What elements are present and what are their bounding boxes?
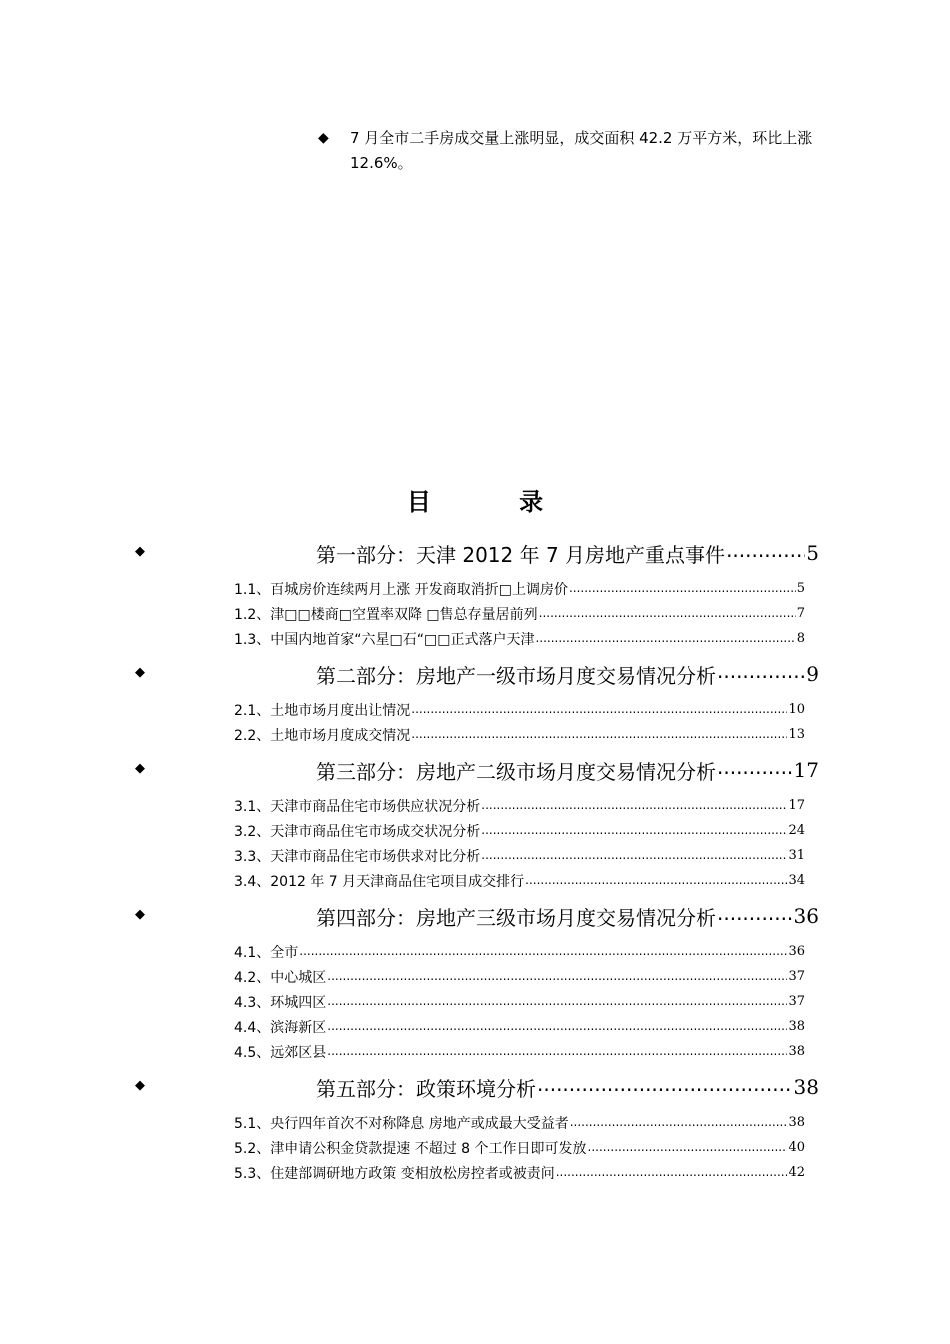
intro-bullet-text: 7 月全市二手房成交量上涨明显，成交面积 42.2 万平方米，环比上涨 12.6%。 [350, 129, 813, 172]
toc-leader-dots [726, 543, 805, 563]
toc-item-page: 13 [788, 727, 805, 742]
toc-item[interactable] [234, 1014, 805, 1039]
toc-part-page: 5 [806, 541, 819, 565]
toc-part-items [0, 576, 950, 651]
toc-item-label: 3.3、天津市商品住宅市场供求对比分析 [234, 848, 481, 865]
toc-item-page: 37 [788, 994, 805, 1009]
toc-item-label: 5.3、住建部调研地方政策 变相放松房控者或被责问 [234, 1165, 555, 1182]
toc-item[interactable] [234, 1160, 805, 1185]
toc-item-page: 7 [796, 606, 805, 621]
intro-bullet [318, 126, 818, 176]
toc-item-page: 37 [788, 969, 805, 984]
toc-leader-dots [588, 1141, 788, 1155]
toc-item-label: 4.1、全市 [234, 944, 299, 961]
toc-part-line[interactable] [316, 538, 819, 568]
toc-item[interactable] [234, 843, 805, 868]
toc-item[interactable] [234, 868, 805, 893]
toc-item-label: 5.2、津申请公积金贷款提速 不超过 8 个工作日即可发放 [234, 1140, 587, 1157]
toc-item[interactable] [234, 601, 805, 626]
toc-item-label: 3.2、天津市商品住宅市场成交状况分析 [234, 823, 481, 840]
toc-item-label: 4.5、远郊区县 [234, 1044, 327, 1061]
toc-item-page: 40 [788, 1140, 805, 1155]
toc-title: 目 录 [406, 488, 584, 516]
toc-leader-dots [411, 728, 787, 742]
toc-part-3[interactable] [0, 755, 950, 785]
toc-item-label: 4.2、中心城区 [234, 969, 327, 986]
table-of-contents [0, 534, 950, 1193]
toc-item[interactable] [234, 818, 805, 843]
toc-item[interactable] [234, 989, 805, 1014]
toc-item-label: 1.1、百城房价连续两月上涨 开发商取消折□上调房价 [234, 581, 568, 598]
toc-leader-dots [327, 1020, 787, 1034]
toc-leader-dots [481, 799, 787, 813]
toc-part-line[interactable] [316, 659, 819, 689]
toc-item-label: 1.3、中国内地首家“六星□石“□□正式落户天津 [234, 631, 535, 648]
toc-item-label: 4.4、滨海新区 [234, 1019, 327, 1036]
toc-part-title: 第二部分：房地产一级市场月度交易情况分析 [316, 663, 716, 688]
toc-leader-dots [481, 849, 787, 863]
toc-item[interactable] [234, 626, 805, 651]
toc-part-items [0, 697, 950, 747]
toc-item-label: 2.1、土地市场月度出让情况 [234, 702, 411, 719]
toc-leader-dots [717, 664, 805, 684]
diamond-bullet-icon: ◆ [135, 761, 145, 776]
toc-leader-dots [411, 703, 787, 717]
toc-part-line[interactable] [316, 1072, 819, 1102]
toc-leader-dots [327, 1045, 787, 1059]
toc-leader-dots [327, 995, 787, 1009]
toc-part-page: 17 [793, 758, 819, 782]
toc-part-line[interactable] [316, 901, 819, 931]
toc-item-label: 3.4、2012 年 7 月天津商品住宅项目成交排行 [234, 873, 525, 890]
toc-item-label: 2.2、土地市场月度成交情况 [234, 727, 411, 744]
toc-part-2[interactable] [0, 659, 950, 689]
toc-item-page: 24 [788, 823, 805, 838]
toc-item[interactable] [234, 1039, 805, 1064]
diamond-bullet-icon: ◆ [135, 544, 145, 559]
toc-item-page: 8 [796, 631, 805, 646]
toc-item-page: 31 [788, 848, 805, 863]
toc-part-items [0, 939, 950, 1064]
diamond-bullet-icon: ◆ [318, 130, 329, 146]
toc-item-label: 5.1、央行四年首次不对称降息 房地产或成最大受益者 [234, 1115, 569, 1132]
toc-part-items [0, 793, 950, 893]
toc-leader-dots [556, 1166, 788, 1180]
toc-part-title: 第四部分：房地产三级市场月度交易情况分析 [316, 905, 716, 930]
toc-part-line[interactable] [316, 755, 819, 785]
toc-item-page: 42 [788, 1165, 805, 1180]
toc-item[interactable] [234, 1110, 805, 1135]
toc-leader-dots [299, 945, 787, 959]
toc-part-title: 第五部分：政策环境分析 [316, 1076, 536, 1101]
toc-leader-dots [535, 632, 795, 646]
toc-item-page: 5 [796, 581, 805, 596]
diamond-bullet-icon: ◆ [135, 1078, 145, 1093]
toc-item-page: 17 [788, 798, 805, 813]
toc-item[interactable] [234, 576, 805, 601]
toc-part-items [0, 1110, 950, 1185]
toc-item-page: 34 [788, 873, 805, 888]
toc-item[interactable] [234, 1135, 805, 1160]
toc-leader-dots [481, 824, 787, 838]
toc-leader-dots [569, 582, 796, 596]
toc-item[interactable] [234, 722, 805, 747]
toc-leader-dots [537, 1077, 793, 1097]
toc-leader-dots [570, 1116, 788, 1130]
toc-item[interactable] [234, 793, 805, 818]
toc-item-label: 1.2、津□□楼商□空置率双降 □售总存量居前列 [234, 606, 538, 623]
toc-item[interactable] [234, 939, 805, 964]
diamond-bullet-icon: ◆ [135, 907, 145, 922]
toc-item-label: 3.1、天津市商品住宅市场供应状况分析 [234, 798, 481, 815]
toc-item-page: 38 [788, 1044, 805, 1059]
toc-part-5[interactable] [0, 1072, 950, 1102]
toc-part-page: 38 [793, 1075, 819, 1099]
toc-leader-dots [525, 874, 787, 888]
toc-item-page: 10 [788, 702, 805, 717]
toc-item-page: 38 [788, 1019, 805, 1034]
diamond-bullet-icon: ◆ [135, 665, 145, 680]
toc-item-page: 36 [788, 944, 805, 959]
toc-leader-dots [717, 906, 793, 926]
toc-part-title: 第一部分：天津 2012 年 7 月房地产重点事件 [316, 542, 726, 567]
toc-leader-dots [717, 760, 793, 780]
toc-part-4[interactable] [0, 901, 950, 931]
toc-item-page: 38 [788, 1115, 805, 1130]
toc-part-title: 第三部分：房地产二级市场月度交易情况分析 [316, 759, 716, 784]
toc-item-label: 4.3、环城四区 [234, 994, 327, 1011]
toc-part-1[interactable] [0, 538, 950, 568]
toc-part-page: 9 [806, 662, 819, 686]
toc-leader-dots [539, 607, 796, 621]
toc-part-page: 36 [793, 904, 819, 928]
toc-leader-dots [327, 970, 787, 984]
toc-item[interactable] [234, 964, 805, 989]
toc-item[interactable] [234, 697, 805, 722]
